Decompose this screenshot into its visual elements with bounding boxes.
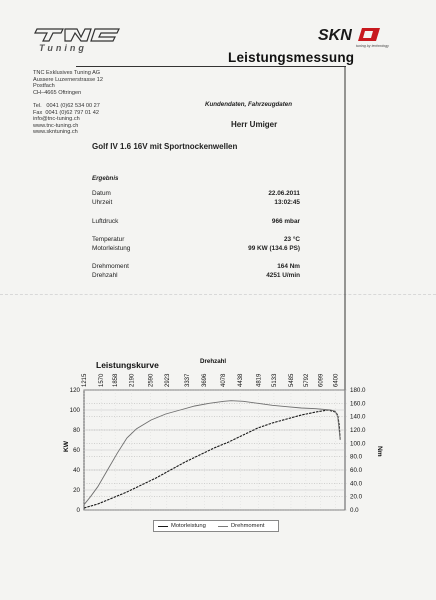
x-tick-label: 2590 bbox=[148, 373, 155, 387]
result-label-temperature: Temperatur bbox=[92, 236, 125, 243]
tnc-logo-sub: Tuning bbox=[39, 43, 87, 53]
result-value-temperature: 23 °C bbox=[283, 236, 300, 243]
left-tick-label: 40 bbox=[73, 467, 80, 474]
chart-title: Leistungskurve bbox=[96, 360, 159, 370]
result-label-pressure: Luftdruck bbox=[92, 218, 119, 225]
right-axis-label: Nm bbox=[376, 446, 383, 457]
result-value-rpm: 4251 U/min bbox=[266, 272, 300, 279]
x-tick-label: 1858 bbox=[113, 373, 120, 387]
result-label-date: Datum bbox=[92, 190, 111, 197]
x-tick-label: 1215 bbox=[82, 373, 88, 387]
right-tick-label: 120.0 bbox=[350, 427, 366, 434]
right-tick-label: 20.0 bbox=[350, 493, 363, 501]
chart-legend bbox=[153, 520, 279, 532]
series-line-drehmoment bbox=[84, 401, 340, 505]
right-tick-label: 180.0 bbox=[350, 387, 366, 394]
left-tick-label: 80 bbox=[73, 427, 80, 434]
customer-heading: Kundendaten, Fahrzeugdaten bbox=[205, 101, 292, 108]
skn-logo-text: SKN bbox=[318, 27, 352, 44]
left-tick-label: 100 bbox=[69, 407, 80, 414]
x-tick-label: 5792 bbox=[303, 373, 310, 387]
result-value-time: 13:02:45 bbox=[274, 199, 300, 206]
x-tick-labels bbox=[82, 373, 339, 387]
right-tick-label: 0.0 bbox=[350, 507, 359, 514]
result-value-pressure: 966 mbar bbox=[271, 218, 300, 225]
x-tick-label: 4078 bbox=[220, 373, 227, 387]
x-tick-label: 1570 bbox=[99, 373, 106, 387]
page-title: Leistungsmessung bbox=[228, 50, 355, 65]
x-tick-label: 2190 bbox=[129, 373, 136, 387]
chart-xtop-label: Drehzahl bbox=[200, 358, 227, 365]
result-value-power: 99 KW (134.6 PS) bbox=[248, 245, 300, 252]
skn-logo-sub: tuning by technology bbox=[356, 44, 389, 48]
vehicle-description: Golf IV 1.6 16V mit Sportnockenwellen bbox=[92, 142, 238, 151]
result-label-time: Uhrzeit bbox=[92, 199, 113, 206]
x-tick-label: 4819 bbox=[256, 373, 263, 387]
result-value-date: 22.06.2011 bbox=[268, 190, 300, 197]
result-label-torque: Drehmoment bbox=[92, 263, 129, 270]
left-axis-tick-labels bbox=[70, 387, 81, 514]
legend-swatch-power bbox=[158, 526, 168, 527]
left-tick-label: 120 bbox=[69, 387, 80, 394]
right-tick-label: 160.0 bbox=[350, 400, 366, 408]
left-tick-label: 20 bbox=[73, 487, 80, 494]
legend-label-torque: Drehmoment bbox=[231, 523, 265, 529]
right-tick-label: 40.0 bbox=[350, 480, 363, 488]
x-tick-label: 4438 bbox=[238, 373, 245, 387]
result-label-power: Motorleistung bbox=[92, 245, 131, 252]
legend-swatch-torque bbox=[218, 526, 228, 527]
results-heading: Ergebnis bbox=[92, 175, 119, 182]
right-tick-label: 100.0 bbox=[350, 440, 366, 448]
left-tick-label: 0 bbox=[76, 507, 80, 514]
right-tick-label: 60.0 bbox=[350, 467, 363, 474]
company-address: TNC Exklusives Tuning AG Aussere Luzernerstrasse 12 Postfach CH–4665 Oftringen Tel. 0041 (0)62 534 00 27 Fax 0041 (0)62 797 01 42 info@tnc-tuning.ch www.tnc-tuning.ch www.skntuning.ch bbox=[33, 70, 103, 136]
legend-label-power: Motorleistung bbox=[171, 523, 206, 529]
customer-name: Herr Umiger bbox=[231, 120, 278, 129]
result-value-torque: 164 Nm bbox=[277, 263, 300, 270]
right-tick-label: 140.0 bbox=[350, 413, 366, 421]
x-tick-label: 5133 bbox=[271, 373, 278, 387]
x-tick-label: 2923 bbox=[164, 373, 171, 387]
x-tick-label: 3696 bbox=[202, 373, 209, 387]
right-tick-label: 80.0 bbox=[350, 453, 363, 461]
left-tick-label: 60 bbox=[73, 447, 80, 454]
result-label-rpm: Drehzahl bbox=[92, 272, 118, 279]
left-axis-label: KW bbox=[63, 441, 70, 452]
right-axis-tick-labels bbox=[350, 387, 366, 514]
x-tick-label: 5485 bbox=[288, 373, 295, 387]
x-tick-label: 6099 bbox=[318, 373, 325, 387]
x-tick-label: 6400 bbox=[333, 373, 340, 387]
x-tick-label: 3337 bbox=[184, 373, 191, 387]
series-line-motorleistung bbox=[84, 410, 340, 508]
